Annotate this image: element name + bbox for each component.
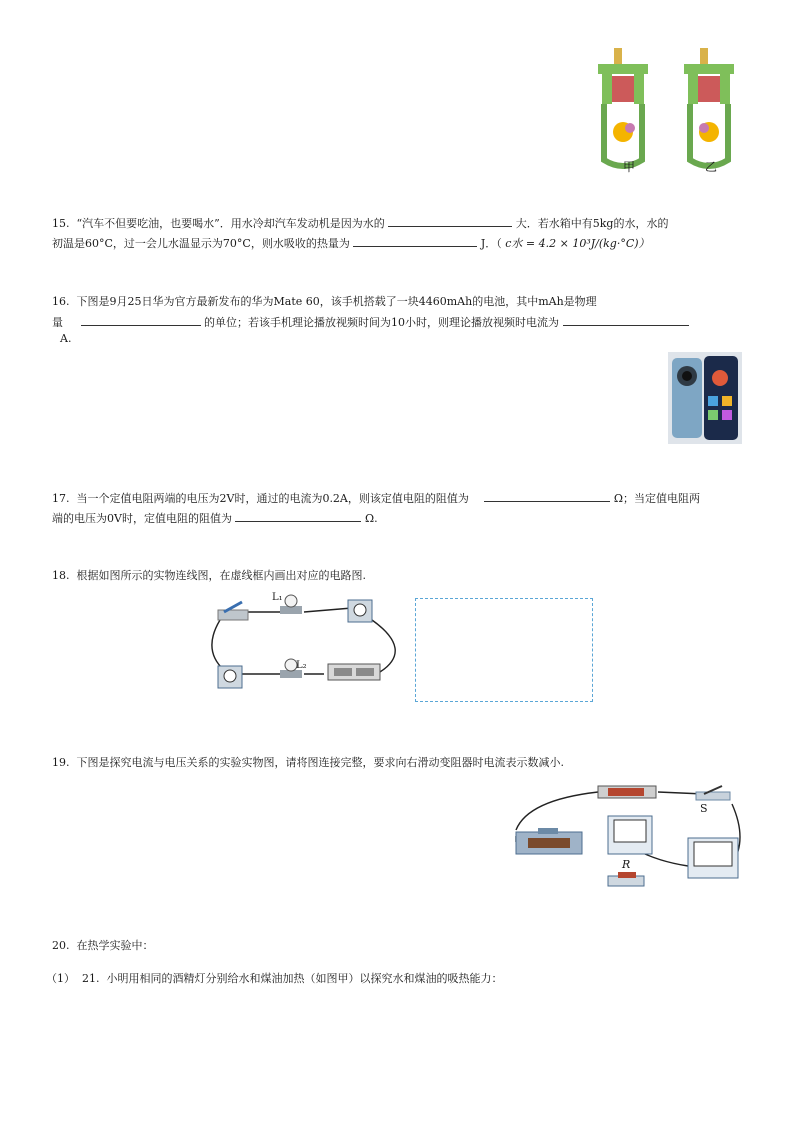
q18-number: 18. [52, 569, 70, 582]
q21-line: （1） 21. 小明用相同的酒精灯分别给水和煤油加热（如图甲）以探究水和煤油的吸热能力： [46, 972, 503, 985]
label-l2: L₂ [296, 660, 307, 671]
q19-number: 19. [52, 756, 70, 769]
q15-line2: 初温是60°C，过一会儿水温显示为70°C，则水吸收的热量为 J．（ c水 = 4.2 × 10³J/(kg·°C)） [52, 234, 650, 252]
engine-figure [594, 40, 754, 180]
q17-blank-1[interactable] [484, 489, 610, 502]
label-r: R [622, 858, 631, 871]
q16-line1: 16. 下图是9月25日华为官方最新发布的华为Mate 60，该手机搭载了一块4460mAh的电池，其中mAh是物理 [52, 295, 597, 308]
engine-right-icon [684, 48, 734, 166]
phone-image [668, 352, 742, 444]
q15-blank-2[interactable] [353, 234, 477, 247]
q17-line2: 端的电压为0V时，定值电阻的阻值为 Ω. [52, 509, 378, 527]
q19-circuit-figure [508, 780, 744, 892]
q20-number: 20. [52, 939, 70, 952]
switch-s-icon [696, 792, 730, 800]
q20-line: 20. 在热学实验中： [52, 939, 154, 952]
q15-formula: c水 = 4.2 × 10³J/(kg·°C)） [505, 237, 650, 250]
q15-line1: 15. “汽车不但要吃油，也要喝水”．用水冷却汽车发动机是因为水的 大．若水箱中有5kg的水，水的 [52, 214, 668, 232]
q19-line: 19. 下图是探究电流与电压关系的实验实物图，请将图连接完整，要求向右滑动变阻器时电流表示数减小. [52, 756, 564, 769]
switch-icon [218, 610, 248, 620]
q17-blank-2[interactable] [235, 509, 361, 522]
engine-label-right: 乙 [705, 160, 718, 174]
label-l1: L₁ [272, 592, 283, 603]
q18-circuit-figure [204, 590, 410, 696]
q16-blank-2[interactable] [563, 313, 689, 326]
label-s: S [700, 802, 708, 815]
q17-line1: 17. 当一个定值电阻两端的电压为2V时，通过的电流为0.2A，则该定值电阻的阻值为 Ω；当定值电阻两 [52, 489, 700, 507]
q17-number: 17. [52, 492, 70, 505]
q16-number: 16. [52, 295, 70, 308]
q16-line2: 量 的单位；若该手机理论播放视频时间为10小时，则理论播放视频时电流为 [52, 313, 689, 331]
engine-label-left: 甲 [623, 160, 636, 174]
q18-line: 18. 根据如图所示的实物连线图，在虚线框内画出对应的电路图. [52, 569, 366, 582]
q18-answer-box[interactable] [415, 598, 593, 702]
q16-line3: A. [60, 332, 72, 345]
q21-sub: （1） [46, 972, 75, 985]
engine-left-icon [598, 48, 648, 166]
q21-number: 21. [82, 972, 100, 985]
q15-blank-1[interactable] [388, 214, 512, 227]
q15-number: 15. [52, 217, 70, 230]
q16-blank-1[interactable] [81, 313, 201, 326]
